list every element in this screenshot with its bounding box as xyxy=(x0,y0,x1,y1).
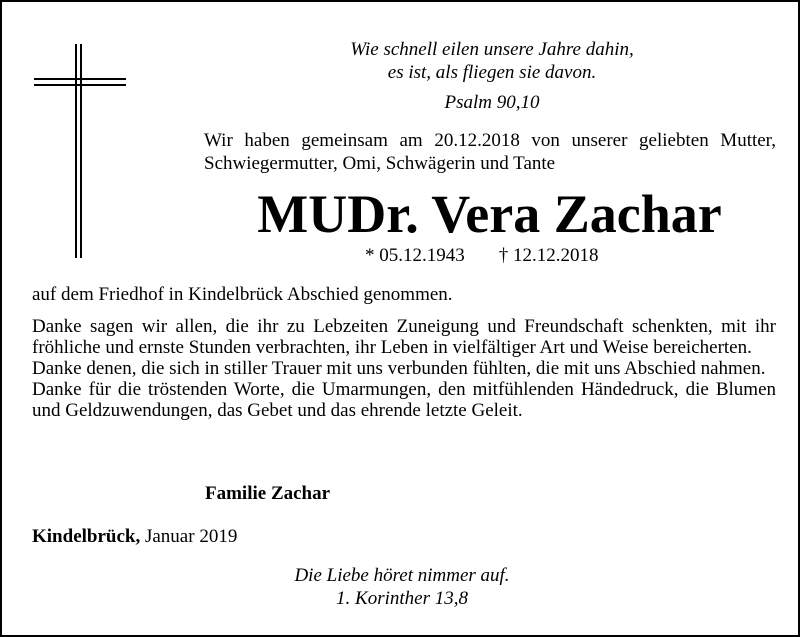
intro-line-2: Schwiegermutter, Omi, Schwägerin und Tante xyxy=(204,153,556,174)
intro-text xyxy=(204,129,776,175)
farewell-text: auf dem Friedhof in Kindelbrück Abschied genommen. xyxy=(32,284,453,305)
closing-line-1: Die Liebe höret nimmer auf. xyxy=(294,565,510,586)
cross-icon xyxy=(34,44,130,258)
death-date: † 12.12.2018 xyxy=(498,245,599,266)
intro-line-1: Wir haben gemeinsam am 20.12.2018 von unserer geliebten Mutter, xyxy=(204,130,776,151)
place-date-value: Januar 2019 xyxy=(144,526,238,547)
epigraph xyxy=(302,38,682,114)
thanks-paragraph-2: Danke denen, die sich in stiller Trauer mit uns verbunden fühlten, die mit uns Abschied nahmen. xyxy=(32,358,766,379)
place-town: Kindelbrück, xyxy=(32,526,141,547)
epigraph-line-2: es ist, als fliegen sie davon. xyxy=(387,62,597,83)
life-dates xyxy=(365,244,599,268)
thanks-section xyxy=(32,316,776,421)
epigraph-line-1: Wie schnell eilen unsere Jahre dahin, xyxy=(350,39,634,60)
thanks-paragraph-1: Danke sagen wir allen, die ihr zu Lebzeiten Zuneigung und Freundschaft schenkten, mit ihr fröhliche und ernste Stunden verbrachten, ihr Leben in vielfältiger Art und Weise bereicherten. xyxy=(32,316,776,358)
signature: Familie Zachar xyxy=(205,483,331,504)
thanks-paragraph-3: Danke für die tröstenden Worte, die Umarmungen, den mitfühlenden Händedruck, die Blumen und Geldzuwendungen, das Gebet und das ehrende letzte Geleit. xyxy=(32,379,776,421)
birth-date: * 05.12.1943 xyxy=(365,245,465,266)
deceased-name: MUDr. Vera Zachar xyxy=(257,184,722,244)
closing-line-2: 1. Korinther 13,8 xyxy=(336,588,468,609)
epigraph-source: Psalm 90,10 xyxy=(444,92,540,113)
place-date xyxy=(32,525,237,548)
closing-verse xyxy=(202,564,602,610)
